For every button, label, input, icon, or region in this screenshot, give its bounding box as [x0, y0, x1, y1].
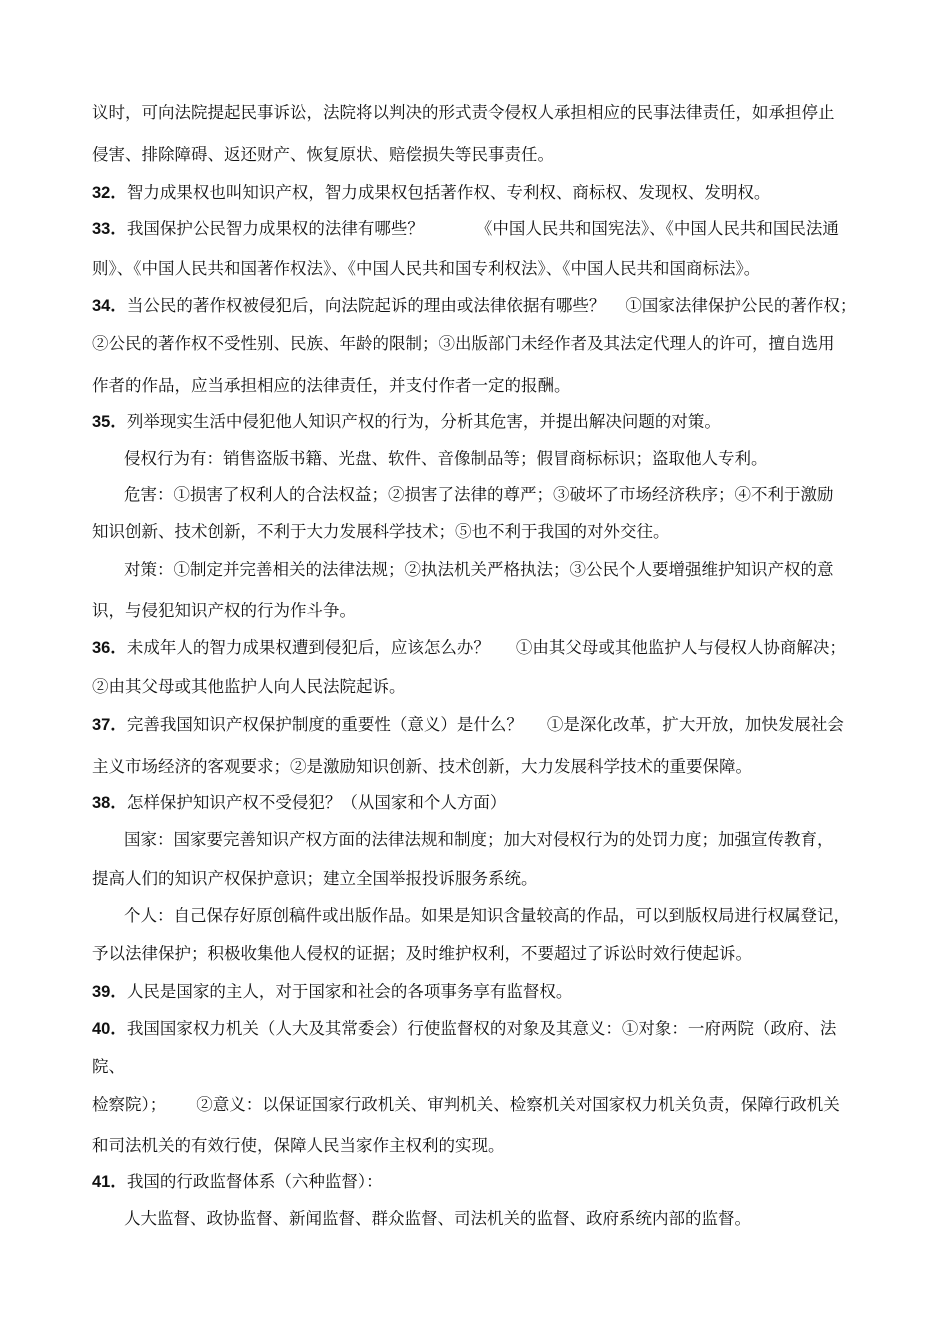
- item-number: 32．: [92, 184, 127, 202]
- text-line: 提高人们的知识产权保护意识；建立全国举报投诉服务系统。: [92, 869, 538, 888]
- item-38: [92, 793, 506, 813]
- line-answer: ②意义：以保证国家行政机关、审判机关、检察机关对国家权力机关负责，保障行政机关: [196, 1095, 840, 1114]
- item-37: [92, 715, 844, 735]
- text-line: 和司法机关的有效行使，保障人民当家作主权利的实现。: [92, 1136, 505, 1155]
- text-line: 识，与侵犯知识产权的行为作斗争。: [92, 601, 356, 620]
- item-text: 人民是国家的主人，对于国家和社会的各项事务享有监督权。: [126, 982, 573, 1001]
- item-34: [92, 296, 856, 316]
- text-line: ②由其父母或其他监护人向人民法院起诉。: [92, 677, 406, 696]
- item-answer: ①国家法律保护公民的著作权；: [625, 296, 857, 315]
- text-line: 对策：①制定并完善相关的法律法规；②执法机关严格执法；③公民个人要增强维护知识产权的意: [124, 560, 834, 579]
- text-line: 作者的作品，应当承担相应的法律责任，并支付作者一定的报酬。: [92, 376, 571, 395]
- item-question: 当公民的著作权被侵犯后，向法院起诉的理由或法律依据有哪些？: [126, 296, 606, 315]
- text-line: 予以法律保护；积极收集他人侵权的证据；及时维护权利，不要超过了诉讼时效行使起诉。: [92, 944, 752, 963]
- item-question: 完善我国知识产权保护制度的重要性（意义）是什么？: [126, 715, 523, 734]
- line-lead: 检察院）；: [92, 1095, 167, 1114]
- item-32: [92, 183, 770, 203]
- text-line: 则》、《中国人民共和国著作权法》、《中国人民共和国专利权法》、《中国人民共和国商标法》。: [92, 259, 761, 278]
- item-number: 37．: [92, 716, 127, 734]
- text-line: 危害：①损害了权利人的合法权益；②损害了法律的尊严；③破坏了市场经济秩序；④不利于激励: [124, 485, 834, 504]
- item-answer: 《中国人民共和国宪法》、《中国人民共和国民法通: [475, 219, 839, 238]
- item-text: 列举现实生活中侵犯他人知识产权的行为，分析其危害，并提出解决问题的对策。: [126, 412, 721, 431]
- text-line: 知识创新、技术创新，不利于大力发展科学技术；⑤也不利于我国的对外交往。: [92, 522, 670, 541]
- item-text: 我国的行政监督体系（六种监督）：: [126, 1172, 383, 1191]
- item-number: 36．: [92, 639, 127, 657]
- item-number: 41．: [92, 1173, 127, 1191]
- item-number: 38．: [92, 794, 127, 812]
- item-36: [92, 638, 846, 658]
- item-text: 怎样保护知识产权不受侵犯？（从国家和个人方面）: [126, 793, 507, 812]
- item-40: [92, 1019, 836, 1039]
- item-answer: ①由其父母或其他监护人与侵权人协商解决；: [515, 638, 846, 657]
- item-text: 我国国家权力机关（人大及其常委会）行使监督权的对象及其意义：①对象：一府两院（政府、法: [126, 1019, 837, 1038]
- item-number: 39．: [92, 983, 127, 1001]
- item-question: 我国保护公民智力成果权的法律有哪些？: [126, 219, 424, 238]
- item-39: [92, 982, 572, 1002]
- text-line: 侵害、排除障碍、返还财产、恢复原状、赔偿损失等民事责任。: [92, 145, 554, 164]
- item-number: 40．: [92, 1020, 127, 1038]
- text-line: 国家：国家要完善知识产权方面的法律法规和制度；加大对侵权行为的处罚力度；加强宣传教育，: [124, 830, 834, 849]
- text-line: 侵权行为有：销售盗版书籍、光盘、软件、音像制品等；假冒商标标识；盗取他人专利。: [124, 449, 768, 468]
- item-number: 33．: [92, 220, 127, 238]
- text-line: 议时，可向法院提起民事诉讼，法院将以判决的形式责令侵权人承担相应的民事法律责任，如承担停止: [92, 103, 835, 122]
- item-question: 未成年人的智力成果权遭到侵犯后，应该怎么办？: [126, 638, 490, 657]
- item-41: [92, 1172, 383, 1192]
- text-line: [92, 1095, 840, 1115]
- item-number: 35．: [92, 413, 127, 431]
- item-text: 智力成果权也叫知识产权，智力成果权包括著作权、专利权、商标权、发现权、发明权。: [126, 183, 771, 202]
- item-35: [92, 412, 721, 432]
- item-33: [92, 219, 839, 239]
- text-line: 主义市场经济的客观要求；②是激励知识创新、技术创新，大力发展科学技术的重要保障。: [92, 757, 752, 776]
- item-answer: ①是深化改革，扩大开放，加快发展社会: [546, 715, 844, 734]
- text-line: 个人：自己保存好原创稿件或出版作品。如果是知识含量较高的作品，可以到版权局进行权属登记，: [124, 906, 850, 925]
- text-line: 人大监督、政协监督、新闻监督、群众监督、司法机关的监督、政府系统内部的监督。: [124, 1209, 751, 1228]
- item-number: 34．: [92, 297, 127, 315]
- text-line: 院、: [92, 1057, 125, 1076]
- text-line: ②公民的著作权不受性别、民族、年龄的限制；③出版部门未经作者及其法定代理人的许可，擅自选用: [92, 334, 835, 353]
